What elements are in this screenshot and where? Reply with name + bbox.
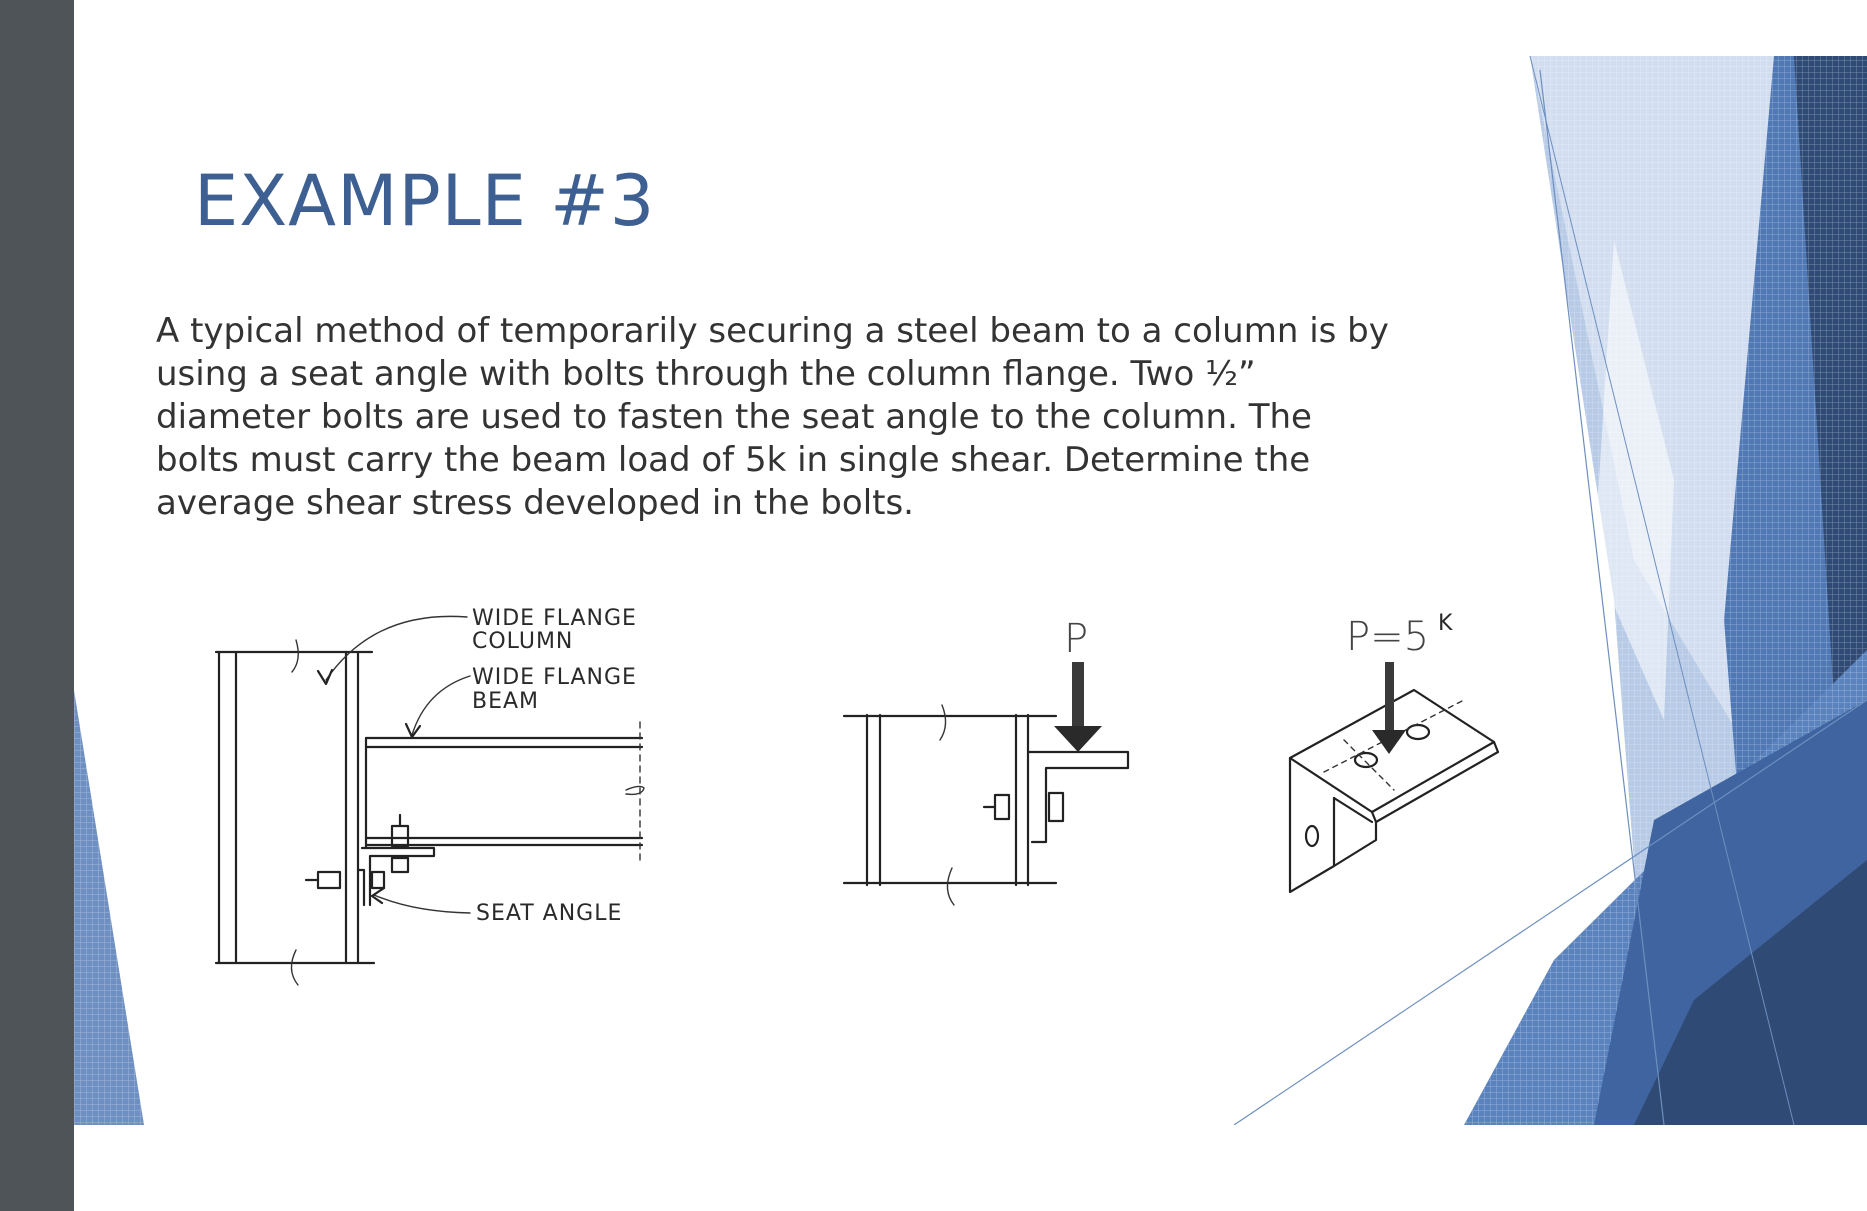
label-wide-flange-beam-1: WIDE FLANGE (472, 665, 637, 690)
label-load-kips: K (1438, 611, 1454, 636)
label-wide-flange-beam-2: BEAM (472, 689, 540, 714)
label-load-p: P (1064, 616, 1089, 662)
label-seat-angle: SEAT ANGLE (476, 901, 623, 926)
slide (74, 0, 1867, 1125)
label-wide-flange-column-1: WIDE FLANGE (472, 606, 637, 631)
sketch-column-beam-connection (216, 606, 644, 985)
problem-line: bolts must carry the beam load of 5k in single shear. Determine the (156, 440, 1311, 480)
problem-line: average shear stress developed in the bolts. (156, 483, 914, 523)
connection-sketches (74, 0, 1867, 1125)
sketch-side-view-load (844, 616, 1128, 905)
label-load-p-5k: P=5 (1346, 614, 1430, 660)
problem-line: A typical method of temporarily securing a steel beam to a column is by (156, 311, 1389, 351)
problem-line: diameter bolts are used to fasten the seat angle to the column. The (156, 397, 1312, 437)
sketch-isometric-seat-angle (1290, 611, 1498, 892)
window-left-bar (0, 0, 74, 1211)
slide-bottom-margin (74, 1125, 1867, 1211)
problem-line: using a seat angle with bolts through the column flange. Two ½” (156, 354, 1256, 394)
label-wide-flange-column-2: COLUMN (472, 629, 574, 654)
slide-title: EXAMPLE #3 (194, 160, 656, 242)
